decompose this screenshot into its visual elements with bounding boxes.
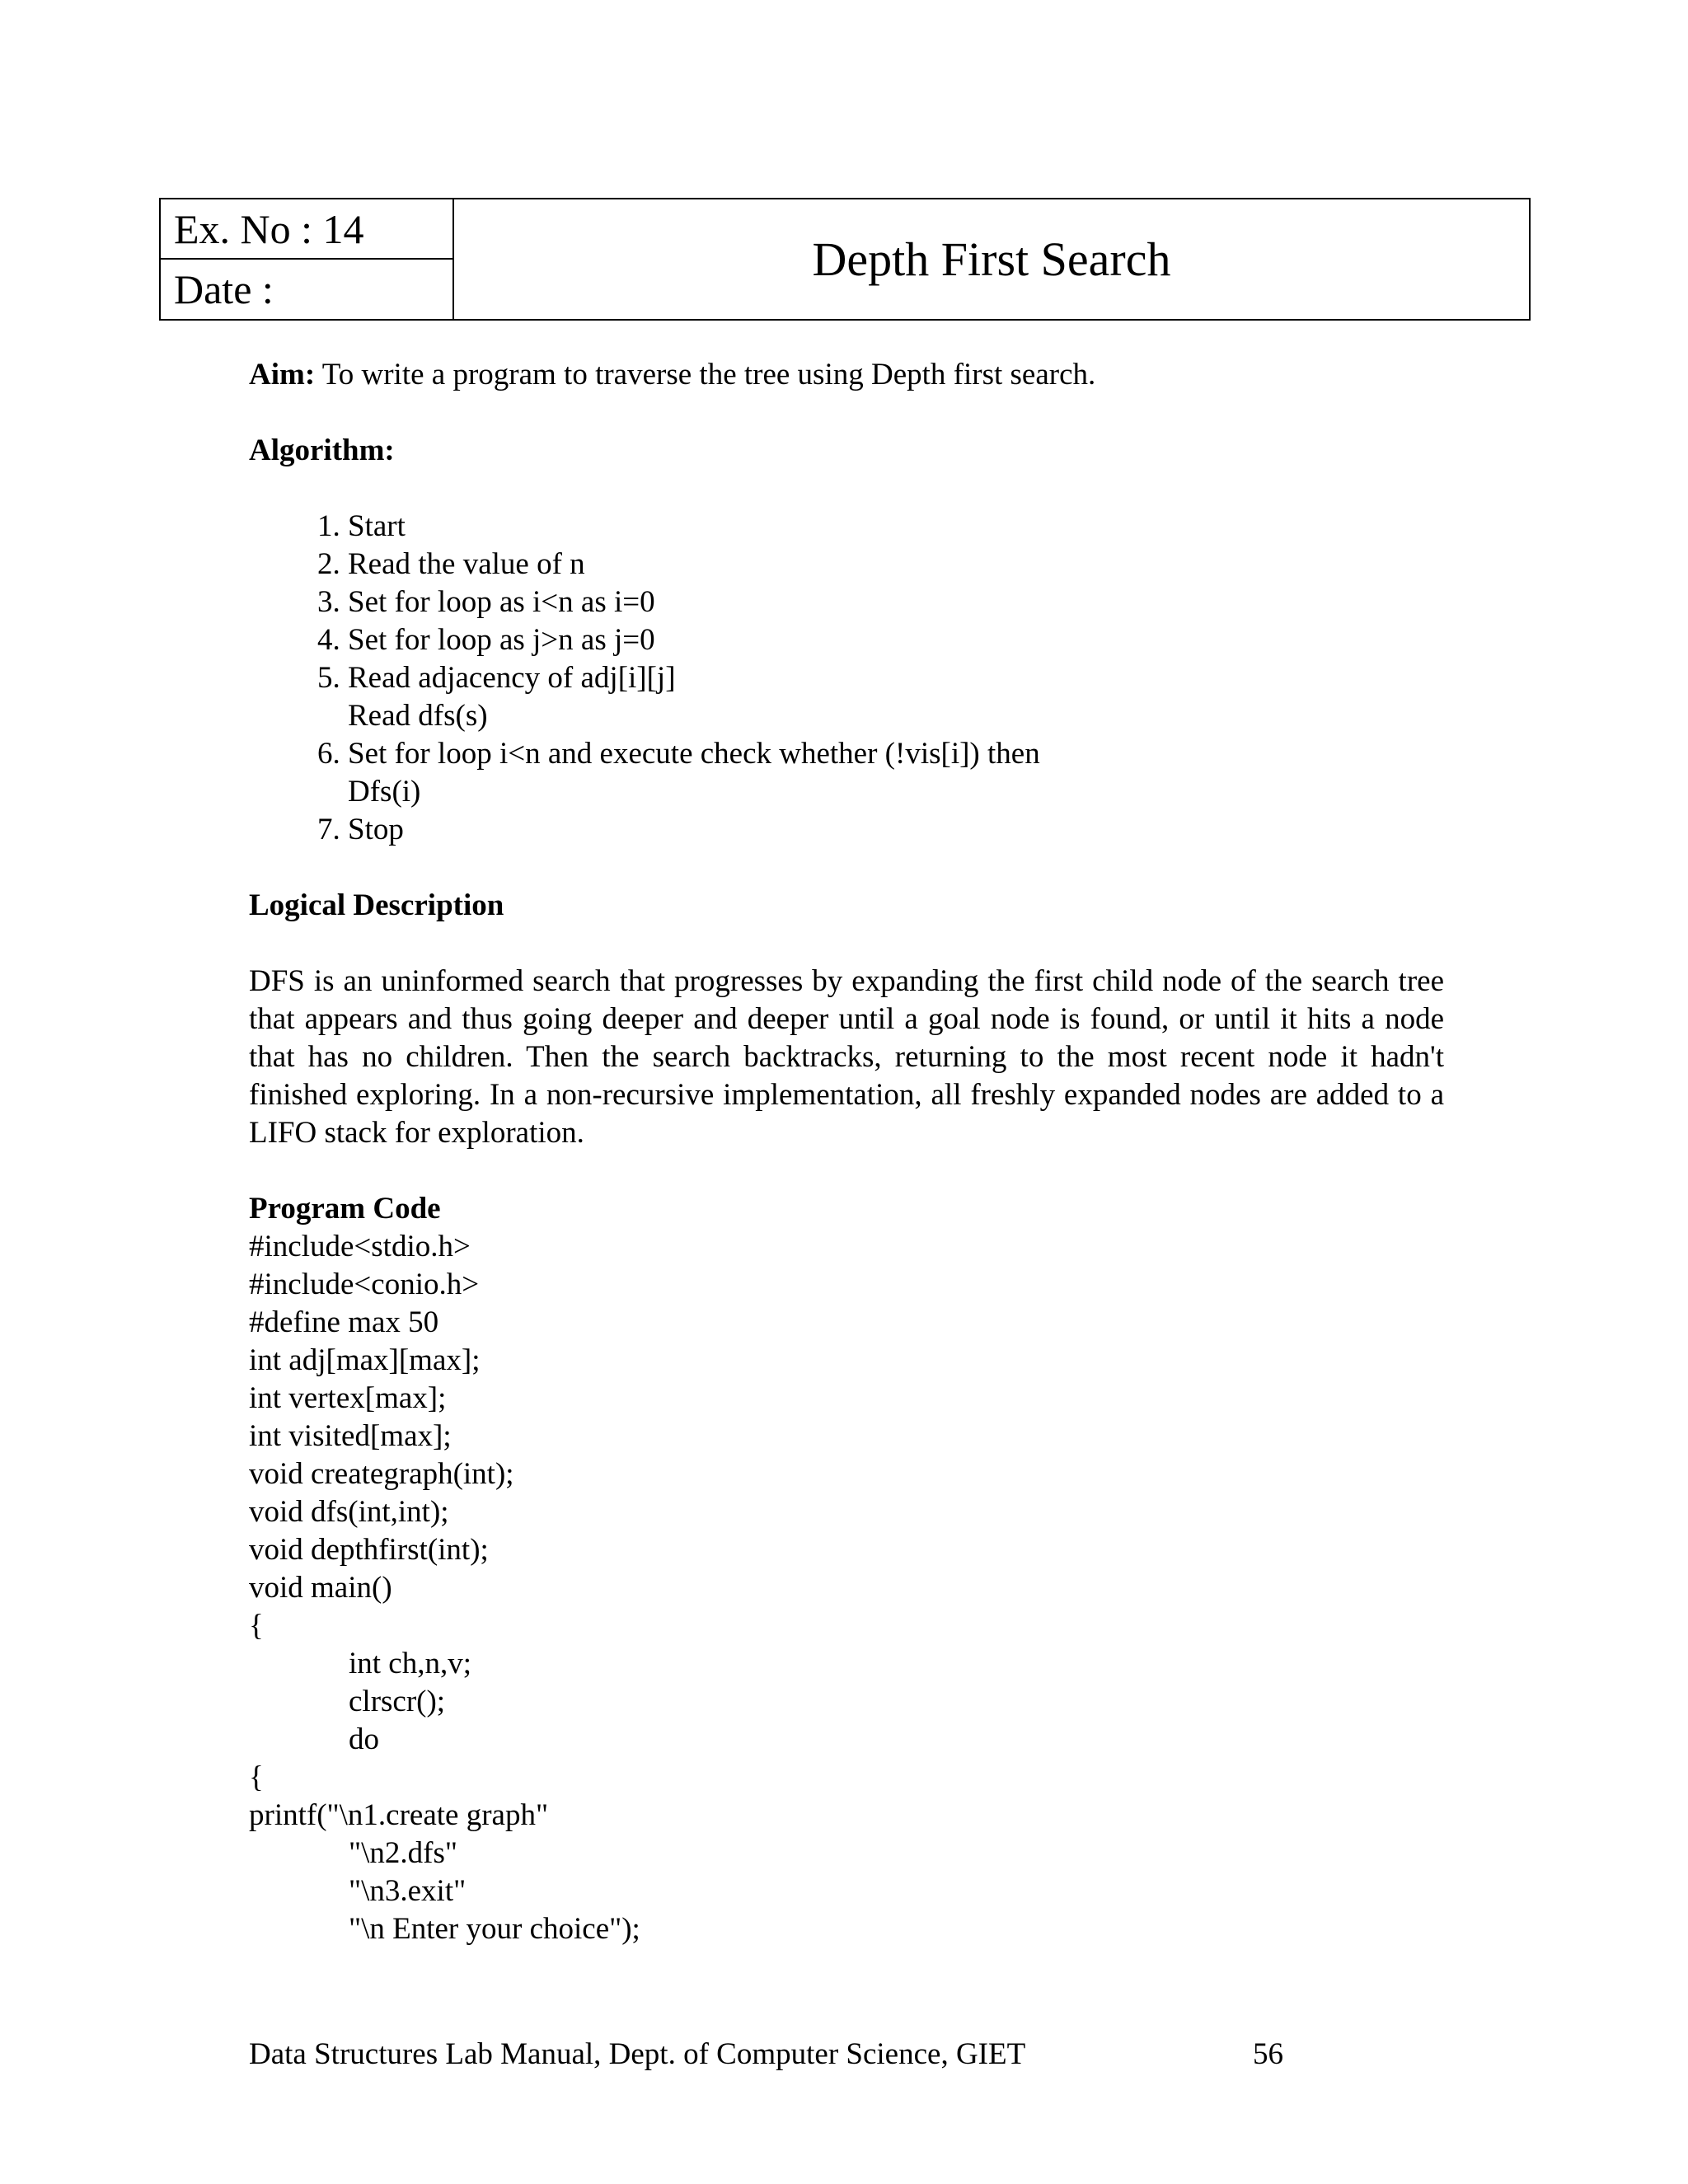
exercise-number: Ex. No : 14 <box>161 199 452 260</box>
code-line: void dfs(int,int); <box>249 1495 449 1529</box>
algorithm-heading: Algorithm: <box>249 434 395 467</box>
code-line: clrscr(); <box>349 1685 446 1718</box>
code-line: void creategraph(int); <box>249 1457 514 1491</box>
code-line: { <box>249 1609 264 1643</box>
code-line: #include<conio.h> <box>249 1268 480 1301</box>
program-code-heading: Program Code <box>249 1192 441 1226</box>
code-line: do <box>349 1722 379 1756</box>
code-line: printf("\n1.create graph" <box>249 1798 549 1832</box>
algorithm-step-line: Stop <box>348 813 404 846</box>
code-line: "\n2.dfs" <box>349 1836 457 1870</box>
code-line: { <box>249 1760 264 1794</box>
algorithm-step <box>348 583 1444 621</box>
aim-paragraph <box>249 356 1444 394</box>
code-line: void main() <box>249 1571 392 1605</box>
code-line: int adj[max][max]; <box>249 1343 481 1377</box>
algorithm-steps-list <box>249 508 1444 849</box>
page-number: 56 <box>1253 2037 1283 2071</box>
code-line: int vertex[max]; <box>249 1381 447 1415</box>
logical-description-text: DFS is an uninformed search that progresses by expanding the first child node of the search tree that appears and thus going deeper and deeper until a goal node is found, or until it hits a node that has no children. Then the search backtracks, returning to the most recent node it hadn't finished exploring. In a non-recursive implementation, all freshly expanded nodes are added to a LIFO stack for exploration. <box>249 964 1444 1150</box>
code-line: "\n Enter your choice"); <box>349 1912 640 1946</box>
aim-text: To write a program to traverse the tree using Depth first search. <box>315 358 1096 391</box>
code-line: #include<stdio.h> <box>249 1230 471 1263</box>
program-code-block <box>249 1228 1444 1948</box>
algorithm-step <box>348 735 1444 811</box>
algorithm-step <box>348 621 1444 659</box>
header-left-column <box>161 199 454 319</box>
algorithm-step-line: Read adjacency of adj[i][j] <box>348 661 676 695</box>
exercise-header-table <box>159 198 1531 321</box>
aim-label: Aim: <box>249 358 316 391</box>
algorithm-step-line: Read the value of n <box>348 547 585 581</box>
code-line: int ch,n,v; <box>349 1647 472 1680</box>
code-line: int visited[max]; <box>249 1419 452 1453</box>
code-line: void depthfirst(int); <box>249 1533 489 1567</box>
algorithm-step <box>348 508 1444 546</box>
algorithm-step-line: Read dfs(s) <box>348 699 488 733</box>
algorithm-step <box>348 659 1444 735</box>
algorithm-step-line: Set for loop as j>n as j=0 <box>348 623 655 657</box>
algorithm-step-line: Set for loop as i<n as i=0 <box>348 585 655 619</box>
exercise-title: Depth First Search <box>812 232 1171 286</box>
document-body <box>249 356 1444 1948</box>
code-line: #define max 50 <box>249 1305 439 1339</box>
algorithm-step-line: Dfs(i) <box>348 775 421 808</box>
algorithm-step-line: Start <box>348 509 406 543</box>
exercise-date: Date : <box>174 265 274 312</box>
algorithm-step <box>348 811 1444 849</box>
algorithm-step <box>348 546 1444 583</box>
code-line: "\n3.exit" <box>349 1874 467 1908</box>
logical-description-heading: Logical Description <box>249 888 504 922</box>
footer-text: Data Structures Lab Manual, Dept. of Computer Science, GIET <box>249 2037 1026 2071</box>
algorithm-step-line: Set for loop i<n and execute check whether (!vis[i]) then <box>348 737 1040 771</box>
